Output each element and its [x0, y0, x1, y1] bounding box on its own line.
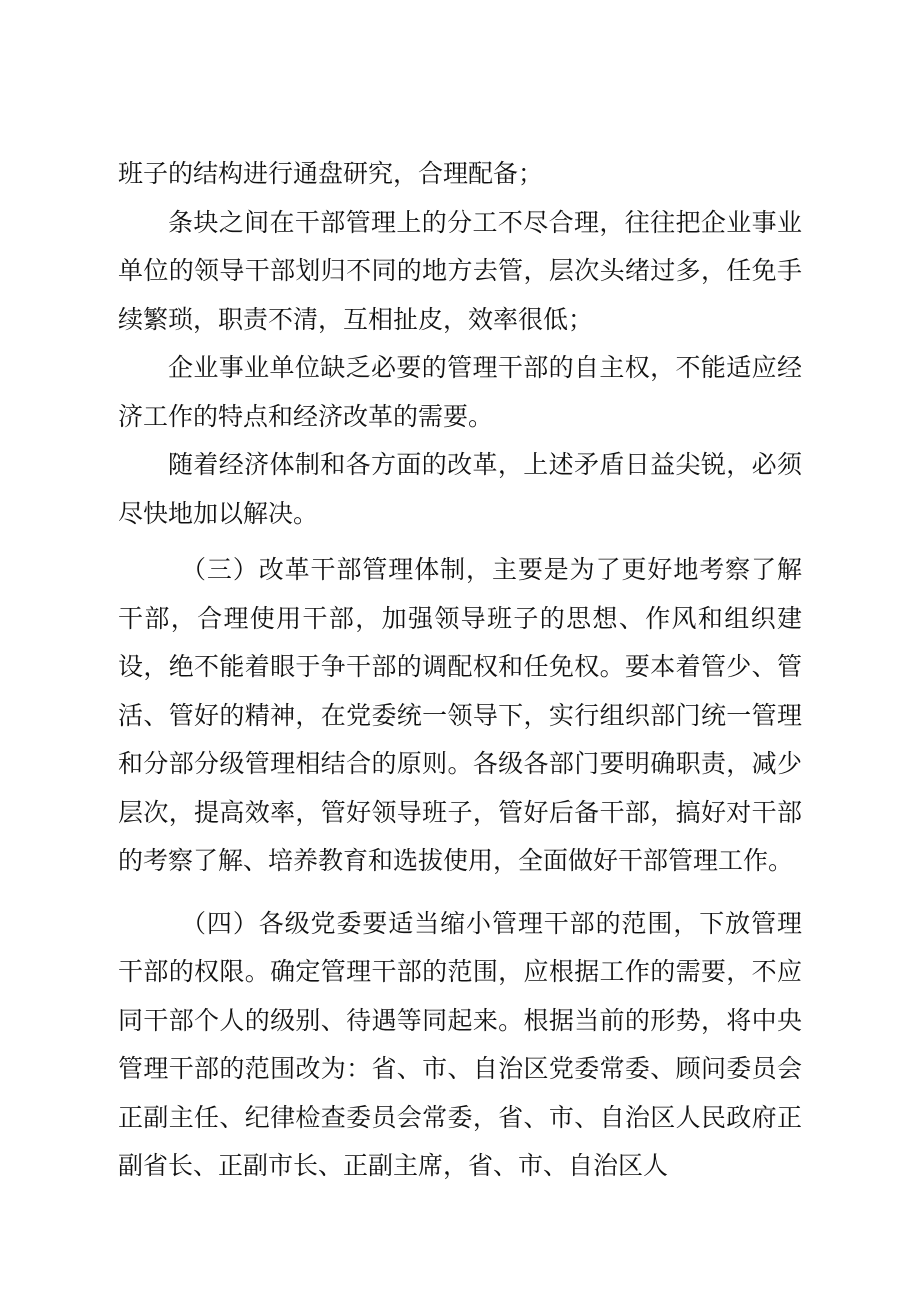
paragraph-6: （四）各级党委要适当缩小管理干部的范围，下放管理干部的权限。确定管理干部的范围，应根据工作的需要，不应同干部个人的级别、待遇等同起来。根据当前的形势，将中央管理干部的范围改为：省、市、自治区党委常委、顾问委员会正副主任、纪律检查委员会常委，省、市、自治区人民政府正副省长、正副市长、正副主席，省、市、自治区人: [118, 908, 802, 1180]
paragraph-5: （三）改革干部管理体制，主要是为了更好地考察了解干部，合理使用干部，加强领导班子的思想、作风和组织建设，绝不能着眼于争干部的调配权和任免权。要本着管少、管活、管好的精神，在党委统一领导下，实行组织部门统一管理和分部分级管理相结合的原则。各级各部门要明确职责，减少层次，提高效率，管好领导班子，管好后备干部，搞好对干部的考察了解、培养教育和选拔使用，全面做好干部管理工作。: [118, 555, 802, 875]
paragraph-1: 班子的结构进行通盘研究，合理配备；: [118, 159, 544, 188]
paragraph-4: 随着经济体制和各方面的改革，上述矛盾日益尖锐，必须尽快地加以解决。: [118, 450, 802, 528]
document-body: [118, 150, 802, 1191]
paragraph-3: 企业事业单位缺乏必要的管理干部的自主权，不能适应经济工作的特点和经济改革的需要。: [118, 353, 802, 431]
paragraph-2: 条块之间在干部管理上的分工不尽合理，往往把企业事业单位的领导干部划归不同的地方去管，层次头绪过多，任免手续繁琐，职责不清，互相扯皮，效率很低；: [118, 207, 802, 334]
